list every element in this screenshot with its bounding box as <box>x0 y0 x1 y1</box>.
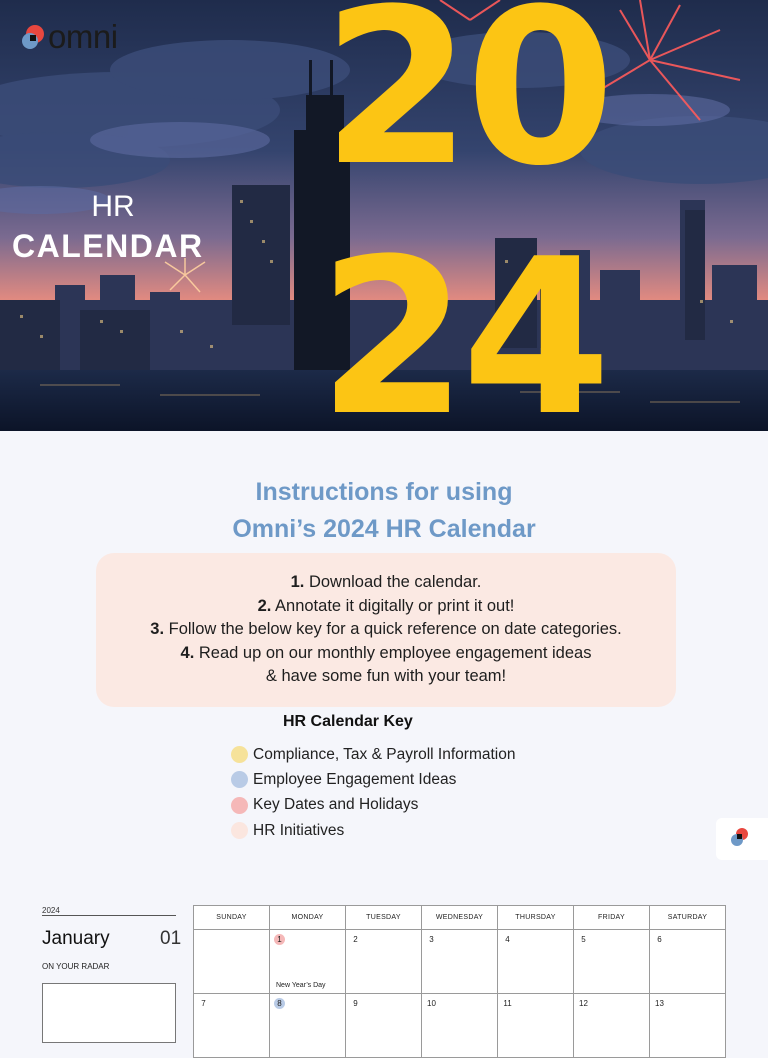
divider <box>42 915 176 916</box>
hero-subtitle-small: HR <box>91 190 135 223</box>
weekday-header: TUESDAY <box>346 906 422 930</box>
floating-logo-button[interactable] <box>716 818 768 860</box>
weekday-header: WEDNESDAY <box>422 906 498 930</box>
calendar-key-title: HR Calendar Key <box>283 713 413 730</box>
weekday-header: SUNDAY <box>194 906 270 930</box>
calendar-year-label: 2024 <box>42 906 60 915</box>
calendar-day-cell[interactable]: 3 <box>422 930 498 994</box>
calendar-day-cell[interactable] <box>270 994 346 1058</box>
step-2: 2. Annotate it digitally or print it out! <box>257 596 515 615</box>
calendar-day-cell[interactable]: 13 <box>650 994 726 1058</box>
omni-logo-mark-icon <box>716 818 768 860</box>
omni-logo[interactable] <box>20 20 118 53</box>
year-bottom-digits: 24 <box>318 212 606 431</box>
step-4: 4. Read up on our monthly employee engagement ideas <box>180 643 592 662</box>
calendar-day-cell[interactable]: 12 <box>574 994 650 1058</box>
hero-subtitle-big: CALENDAR <box>12 228 204 264</box>
weekday-header: MONDAY <box>270 906 346 930</box>
calendar-month-number: 01 <box>160 928 182 949</box>
calendar-day-cell[interactable]: 6 <box>650 930 726 994</box>
pink-dot-icon <box>231 797 248 814</box>
calendar-grid <box>193 905 726 1058</box>
calendar-day-cell[interactable]: 7 <box>194 994 270 1058</box>
holiday-day-number: 1 <box>274 934 285 945</box>
step-3: 3. Follow the below key for a quick reference on date categories. <box>150 620 622 638</box>
peach-dot-icon <box>231 822 248 839</box>
instructions-title-line1: Instructions for using <box>255 478 513 506</box>
key-item-engagement: Employee Engagement Ideas <box>231 767 515 792</box>
on-your-radar-notes-box[interactable] <box>42 983 176 1043</box>
calendar-day-cell[interactable]: 2 <box>346 930 422 994</box>
calendar-day-cell[interactable]: 11 <box>498 994 574 1058</box>
weekday-header: SATURDAY <box>650 906 726 930</box>
calendar-key-list <box>231 742 515 843</box>
on-your-radar-label: ON YOUR RADAR <box>42 962 110 971</box>
calendar-month-name: January <box>42 928 110 949</box>
brand-name: omni <box>48 18 118 55</box>
holiday-event-label: New Year’s Day <box>276 982 326 989</box>
key-item-hr-initiatives: HR Initiatives <box>231 818 515 843</box>
instructions-steps-box <box>96 553 676 707</box>
calendar-day-cell[interactable] <box>194 930 270 994</box>
year-top-digits: 20 <box>322 0 610 213</box>
calendar-day-cell[interactable]: 9 <box>346 994 422 1058</box>
calendar-day-cell[interactable] <box>270 930 346 994</box>
omni-logo-mark-icon <box>20 24 46 50</box>
key-item-holidays: Key Dates and Holidays <box>231 793 515 818</box>
key-item-compliance: Compliance, Tax & Payroll Information <box>231 742 515 767</box>
step-1: 1. Download the calendar. <box>290 573 482 591</box>
instructions-title-line2: Omni’s 2024 HR Calendar <box>232 515 536 543</box>
step-4-tail: & have some fun with your team! <box>265 667 507 685</box>
instructions-title <box>0 474 768 548</box>
calendar-day-cell[interactable]: 4 <box>498 930 574 994</box>
yellow-dot-icon <box>231 746 248 763</box>
calendar-day-cell[interactable]: 10 <box>422 994 498 1058</box>
calendar-day-cell[interactable]: 5 <box>574 930 650 994</box>
weekday-header: FRIDAY <box>574 906 650 930</box>
blue-dot-icon <box>231 771 248 788</box>
engagement-day-number: 8 <box>274 998 285 1009</box>
hero-banner <box>0 0 768 431</box>
weekday-header: THURSDAY <box>498 906 574 930</box>
